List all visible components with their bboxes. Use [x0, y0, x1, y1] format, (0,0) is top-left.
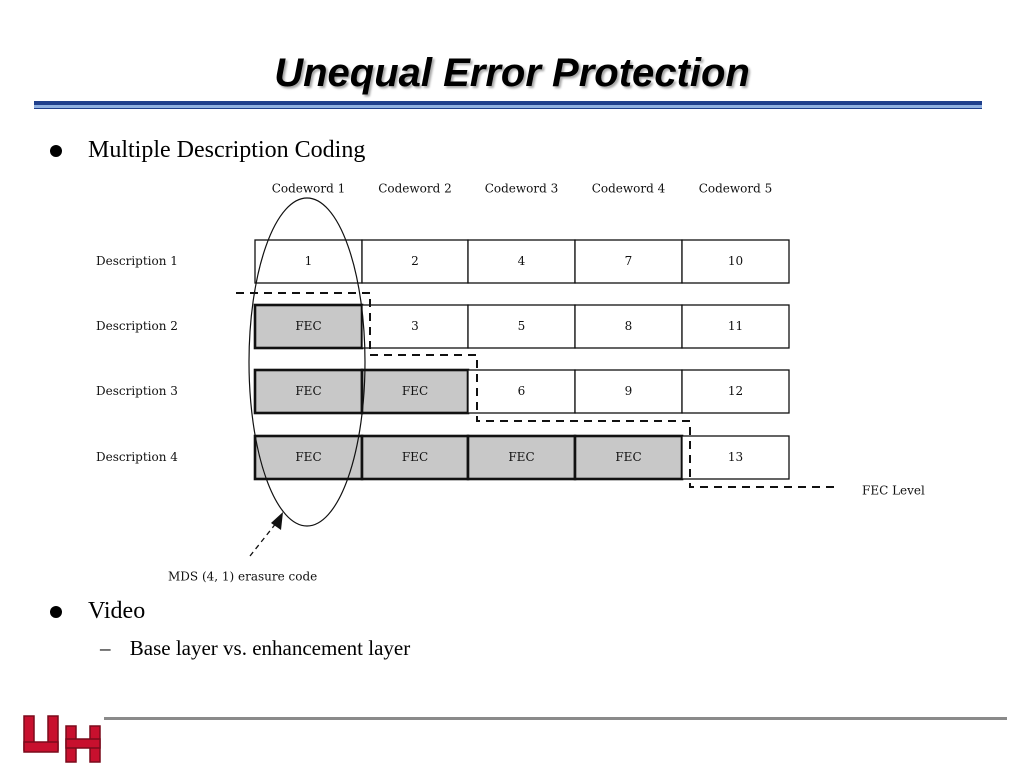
- description-label: Description 4: [96, 450, 178, 464]
- sub-bullet-text: Base layer vs. enhancement layer: [129, 636, 411, 660]
- dash-marker: –: [100, 636, 111, 660]
- sub-bullet-layers: [100, 635, 410, 661]
- cell-value: 13: [727, 450, 744, 464]
- university-logo: [22, 712, 104, 764]
- cell-value: 3: [411, 319, 419, 333]
- cell-value: 11: [727, 319, 744, 333]
- footer-rule: [104, 717, 1007, 720]
- mds-arrow-line: [250, 522, 277, 556]
- description-label: Description 3: [96, 384, 178, 398]
- cell-value: 12: [727, 384, 744, 398]
- description-label: Description 1: [96, 254, 178, 268]
- cell-value: 10: [727, 254, 744, 268]
- cell-value: FEC: [401, 450, 429, 464]
- cell-value: 7: [624, 254, 633, 268]
- cell-value: 4: [517, 254, 526, 268]
- cell-value: 2: [411, 254, 419, 268]
- cell-value: FEC: [615, 450, 642, 464]
- cell-value: 9: [624, 384, 633, 398]
- bullet-text: Video: [88, 598, 146, 624]
- bullet-text: Multiple Description Coding: [88, 137, 366, 163]
- cell-value: 1: [304, 254, 313, 268]
- cell-value: 8: [624, 319, 633, 333]
- cell-value: FEC: [295, 450, 322, 464]
- cell-value: 6: [517, 384, 526, 398]
- cell-value: FEC: [295, 319, 322, 333]
- cell-value: FEC: [401, 384, 429, 398]
- codeword-header: Codeword 3: [484, 181, 559, 196]
- cell-value: FEC: [295, 384, 322, 398]
- codeword-header: Codeword 1: [271, 181, 346, 196]
- cell-value: FEC: [508, 450, 535, 464]
- fec-level-label: FEC Level: [862, 483, 925, 498]
- mds-label: MDS (4, 1) erasure code: [168, 569, 318, 584]
- bullet-dot: [50, 606, 62, 618]
- cell-value: 5: [517, 319, 526, 333]
- description-label: Description 2: [96, 319, 178, 333]
- codeword-header: Codeword 5: [698, 181, 773, 196]
- codeword-header: Codeword 4: [591, 181, 666, 196]
- codeword-header: Codeword 2: [378, 181, 452, 196]
- slide-title: Unequal Error Protection: [274, 51, 750, 95]
